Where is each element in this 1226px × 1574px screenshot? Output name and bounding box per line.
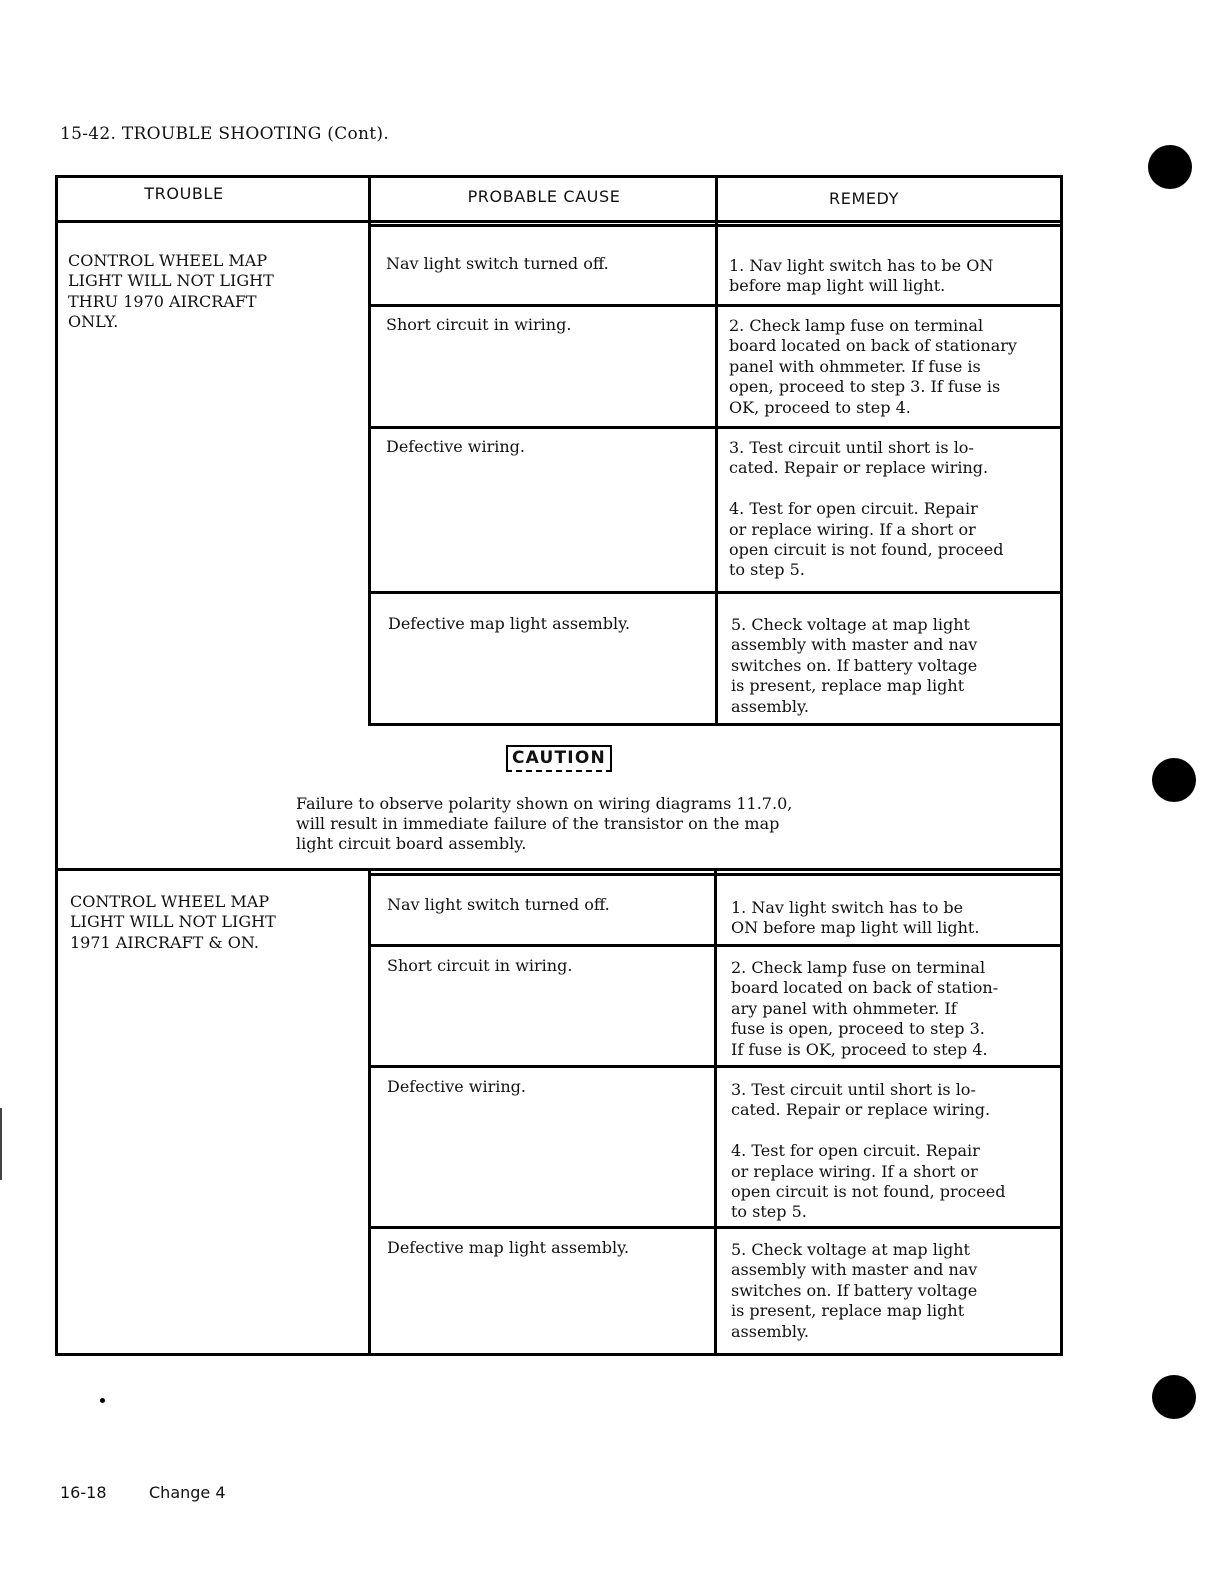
caution-bottom-line <box>55 868 1063 871</box>
cause-cell: Defective map light assembly. <box>388 614 631 633</box>
cause-cell: Defective wiring. <box>386 437 525 456</box>
header-probable-cause: PROBABLE CAUSE <box>467 187 621 206</box>
section-title: 15-42. TROUBLE SHOOTING (Cont). <box>60 124 390 144</box>
g1-row-sep-1 <box>368 304 1063 307</box>
g1-divider-1 <box>368 224 371 726</box>
cause-cell: Nav light switch turned off. <box>387 895 610 914</box>
header-trouble: TROUBLE <box>144 184 224 203</box>
caution-label: CAUTION <box>506 745 612 772</box>
binder-hole-bottom <box>1152 1375 1196 1419</box>
page-number: 16-18 <box>60 1483 107 1502</box>
edge-mark <box>0 1108 2 1180</box>
cause-cell: Defective wiring. <box>387 1077 526 1096</box>
g2-row-sep-2 <box>368 1065 1063 1068</box>
header-bottom-line <box>55 220 1063 223</box>
caution-text: Failure to observe polarity shown on wiring diagrams 11.7.0, will result in immediate failure of the transistor on the map light circuit board assembly. <box>296 794 793 853</box>
remedy-cell: 5. Check voltage at map light assembly with master and nav switches on. If battery voltage is present, replace map light assembly. <box>731 615 978 716</box>
g2-row-top <box>368 873 1063 876</box>
speck-mark <box>100 1398 105 1403</box>
remedy-cell: 3. Test circuit until short is lo- cated. Repair or replace wiring. 4. Test for open circuit. Repair or replace wiring. If a short or open circuit is not found, proceed to step 5. <box>731 1080 1006 1222</box>
g1-row-sep-3 <box>368 591 1063 594</box>
g1-row-sep-2 <box>368 426 1063 429</box>
trouble-group-1: CONTROL WHEEL MAP LIGHT WILL NOT LIGHT THRU 1970 AIRCRAFT ONLY. <box>68 251 274 332</box>
g2-row-sep-1 <box>368 944 1063 947</box>
remedy-cell: 3. Test circuit until short is lo- cated. Repair or replace wiring. 4. Test for open circuit. Repair or replace wiring. If a short or open circuit is not found, proceed to step 5. <box>729 438 1004 580</box>
remedy-cell: 1. Nav light switch has to be ON before map light will light. <box>731 898 980 938</box>
g1-row-bottom <box>368 723 1063 726</box>
remedy-cell: 2. Check lamp fuse on terminal board located on back of stationary panel with ohmmeter. If fuse is open, proceed to step 3. If fuse is OK, proceed to step 4. <box>729 316 1017 417</box>
cause-cell: Nav light switch turned off. <box>386 254 609 273</box>
header-divider-1 <box>368 175 371 225</box>
binder-hole-top <box>1148 145 1192 189</box>
remedy-cell: 5. Check voltage at map light assembly with master and nav switches on. If battery voltage is present, replace map light assembly. <box>731 1240 978 1341</box>
remedy-cell: 2. Check lamp fuse on terminal board located on back of station- ary panel with ohmmeter. If fuse is open, proceed to step 3. If fuse is OK, proceed to step 4. <box>731 958 999 1059</box>
trouble-group-2: CONTROL WHEEL MAP LIGHT WILL NOT LIGHT 1971 AIRCRAFT & ON. <box>70 892 276 952</box>
g2-row-sep-3 <box>368 1226 1063 1229</box>
header-remedy: REMEDY <box>829 189 899 208</box>
remedy-cell: 1. Nav light switch has to be ON before map light will light. <box>729 256 994 296</box>
g1-divider-2 <box>715 224 718 726</box>
header-divider-2 <box>715 175 718 225</box>
change-number: Change 4 <box>149 1483 226 1502</box>
cause-cell: Short circuit in wiring. <box>387 956 573 975</box>
cause-cell: Short circuit in wiring. <box>386 315 572 334</box>
cause-cell: Defective map light assembly. <box>387 1238 630 1257</box>
binder-hole-middle <box>1152 758 1196 802</box>
